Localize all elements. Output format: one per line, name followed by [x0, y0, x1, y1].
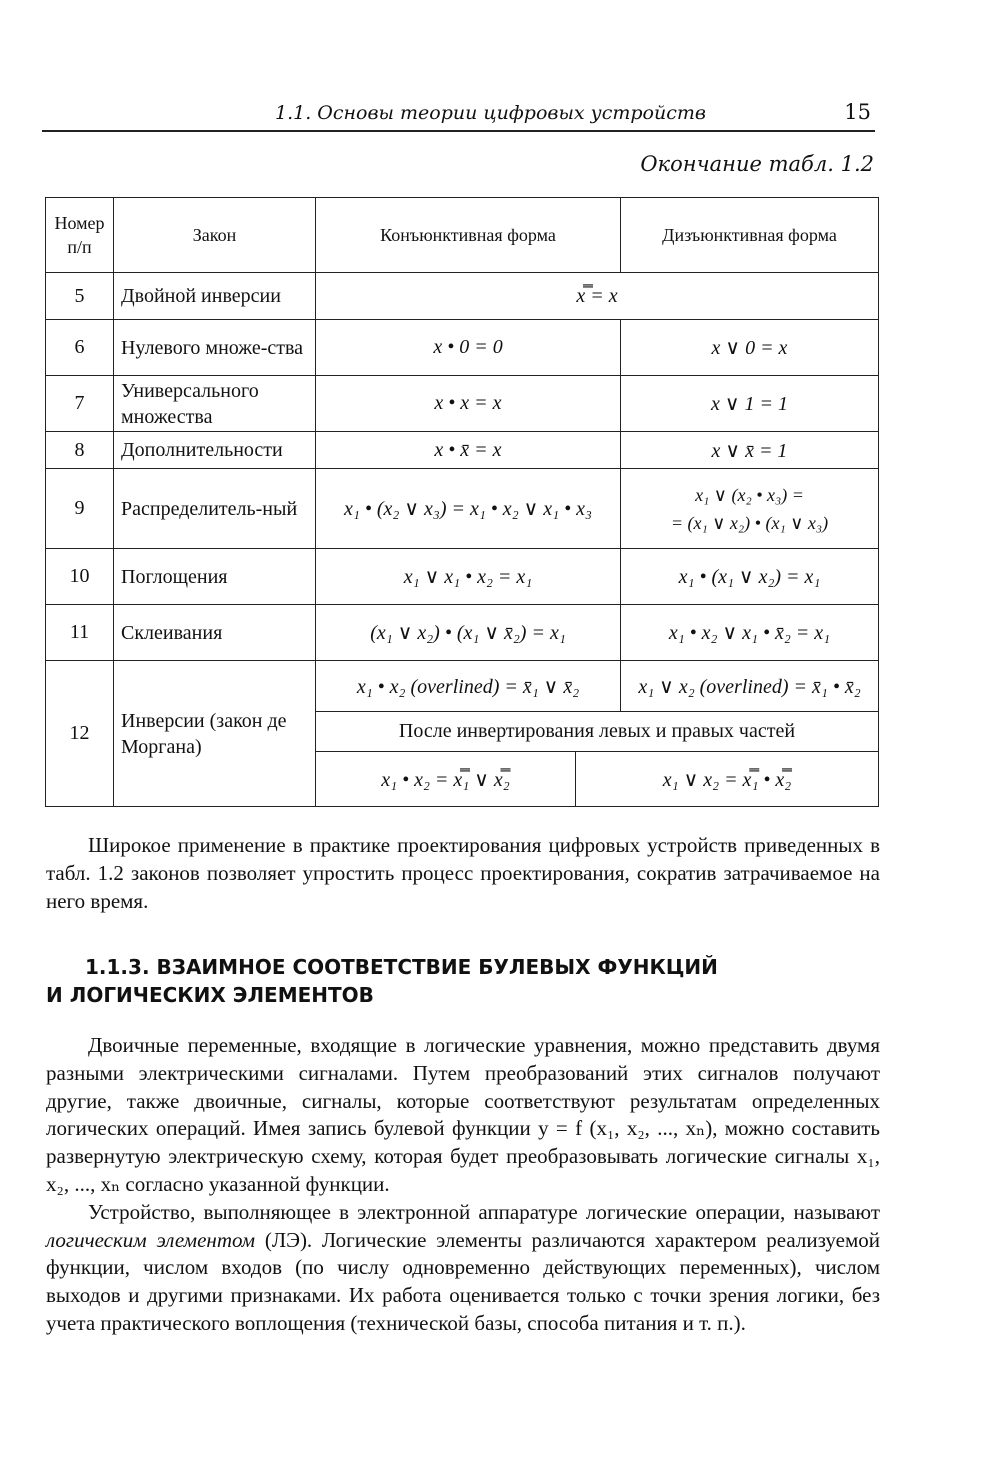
term-emphasis: логическим элементом	[46, 1227, 256, 1252]
row-number: 5	[46, 273, 114, 320]
boolean-laws-table	[45, 197, 879, 807]
text-run: Устройство, выполняющее в электронной аппаратуре логические операции, называют	[88, 1199, 880, 1224]
paragraph-text	[46, 1199, 880, 1338]
heading-line: И ЛОГИЧЕСКИХ ЭЛЕМЕНТОВ	[46, 983, 374, 1007]
text-run: (ЛЭ). Логические элементы различаются характером реализуемой функции, числом входов (по числу одновременно действующих переменных), числом выходов и другими признаками. Их работа оценивается только с точки зрения логики, без учета практического воплощения (технической базы, способа питания и т. п.).	[46, 1227, 880, 1335]
row-number: 7	[46, 376, 114, 432]
table-row	[46, 273, 879, 320]
table-row	[46, 432, 879, 469]
law-name: Инверсии (закон де Моргана)	[114, 661, 316, 807]
col-header-number: Номер п/п	[46, 198, 114, 273]
paragraph-text: Широкое применение в практике проектирования цифровых устройств приведенных в табл. 1.2 законов позволяет упростить процесс проектирования, сократив затрачиваемое на него время.	[46, 833, 880, 913]
formula-conjunctive: x₁ ∨ x₁ • x₂ = x₁	[316, 549, 621, 605]
law-name: Распределитель-ный	[114, 469, 316, 549]
formula-conjunctive: x • 0 = 0	[316, 320, 621, 376]
row-number: 10	[46, 549, 114, 605]
law-name: Двойной инверсии	[114, 273, 316, 320]
row-number: 8	[46, 432, 114, 469]
table-header-row	[46, 198, 879, 273]
law-name: Поглощения	[114, 549, 316, 605]
row-number: 6	[46, 320, 114, 376]
col-header-law: Закон	[114, 198, 316, 273]
formula-conjunctive: x₁ • (x₂ ∨ x₃) = x₁ • x₂ ∨ x₁ • x₃	[316, 469, 621, 549]
table-row	[46, 320, 879, 376]
formula-conjunctive: x • x̄ = x	[316, 432, 621, 469]
formula-shared: x̿ = x	[316, 273, 879, 320]
formula-disjunctive: x₁ • x₂ ∨ x₁ • x̄₂ = x₁	[621, 605, 879, 661]
table-row	[46, 549, 879, 605]
paragraph-text: Двоичные переменные, входящие в логические уравнения, можно представить двумя разными электрическими сигналами. Путем преобразований этих сигналов получают другие, также двоичные, сигналы, которые соответствуют результатам определенных логических операций. Имея запись булевой функции y = f (x₁, x₂, ..., xₙ), можно составить развернутую электрическую схему, которая будет преобразовывать логические сигналы x₁, x₂, ..., xₙ согласно указанной функции.	[46, 1033, 880, 1196]
row-number: 12	[46, 661, 114, 807]
running-title: 1.1. Основы теории цифровых устройств	[275, 102, 706, 124]
formula-disjunctive: x ∨ 1 = 1	[621, 376, 879, 432]
col-header-disjunctive: Дизъюнктивная форма	[621, 198, 879, 273]
row-number: 11	[46, 605, 114, 661]
table-caption: Окончание табл. 1.2	[640, 152, 874, 176]
formula-conjunctive: x₁ • x₂ (overlined) = x̄₁ ∨ x̄₂	[316, 661, 621, 712]
law-name: Универсального множества	[114, 376, 316, 432]
table-row	[46, 376, 879, 432]
row-number: 9	[46, 469, 114, 549]
law-name: Склеивания	[114, 605, 316, 661]
table-row	[46, 469, 879, 549]
formula-line: x₁ ∨ (x₂ • x₃) =	[695, 484, 804, 505]
formula-disjunctive: x₁ ∨ x₂ (overlined) = x̄₁ • x̄₂	[621, 661, 879, 712]
running-header	[42, 100, 875, 132]
formula-conjunctive: (x₁ ∨ x₂) • (x₁ ∨ x̄₂) = x₁	[316, 605, 621, 661]
table-row	[46, 661, 879, 712]
formula-disjunctive: x ∨ x̄ = 1	[621, 432, 879, 469]
formula-disjunctive: x₁ • (x₁ ∨ x₂) = x₁	[621, 549, 879, 605]
page-number: 15	[844, 100, 871, 124]
section-heading	[46, 953, 718, 1009]
law-name: Нулевого множе-ства	[114, 320, 316, 376]
formula-disjunctive: x ∨ 0 = x	[621, 320, 879, 376]
law-name: Дополнительности	[114, 432, 316, 469]
formula-disjunctive: x₁ ∨ x₂ = x̿₁ • x̿₂	[576, 752, 879, 807]
note-text: После инвертирования левых и правых частей	[316, 712, 879, 752]
formula-conjunctive: x • x = x	[316, 376, 621, 432]
formula-disjunctive	[621, 469, 879, 549]
col-header-conjunctive: Конъюнктивная форма	[316, 198, 621, 273]
formula-conjunctive: x₁ • x₂ = x̿₁ ∨ x̿₂	[316, 752, 576, 807]
table-row	[46, 605, 879, 661]
paragraph	[46, 1032, 880, 1338]
paragraph	[46, 832, 880, 915]
formula-line: = (x₁ ∨ x₂) • (x₁ ∨ x₃)	[670, 512, 829, 533]
heading-line: 1.1.3. ВЗАИМНОЕ СООТВЕТСТВИЕ БУЛЕВЫХ ФУНКЦИЙ	[85, 955, 718, 979]
